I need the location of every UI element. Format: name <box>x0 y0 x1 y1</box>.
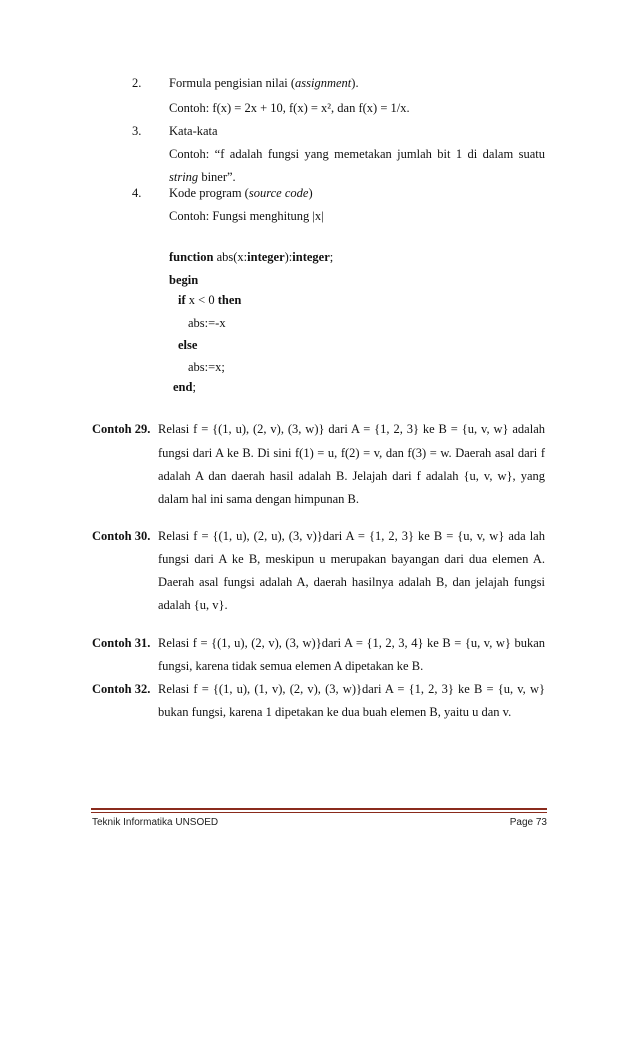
list-item-example <box>169 170 236 185</box>
code-keyword: else <box>178 338 198 352</box>
list-item-example: Contoh: Fungsi menghitung |x| <box>169 209 324 223</box>
page-number: Page 73 <box>509 817 547 828</box>
code-keyword: end <box>173 380 193 394</box>
example-label: Contoh 32. <box>92 682 151 696</box>
example-text: biner”. <box>198 170 236 184</box>
example-label: Contoh 31. <box>92 636 151 650</box>
example-line: fungsi dari A ke B. Di sini f(1) = u, f(2) = v, dan f(3) = w. Daerah asal dari f <box>158 446 545 460</box>
example-label: Contoh 29. <box>92 422 151 436</box>
example-line: fungsi dari A ke B, meskipun u merupakan bayangan dari dua elemen A. <box>158 552 545 566</box>
list-number: 4. <box>132 186 142 200</box>
code-text: abs(x: <box>213 250 248 264</box>
code-text: ): <box>284 250 293 264</box>
title-text: ) <box>308 186 313 200</box>
example-line: Relasi f = {(1, u), (2, v), (3, w)} dari A = {1, 2, 3} ke B = {u, v, w} adalah <box>158 422 545 436</box>
code-line: abs:=x; <box>188 360 225 374</box>
example-italic: string <box>169 170 199 184</box>
code-text: ; <box>329 250 334 264</box>
title-text: ). <box>351 76 359 90</box>
footer-institution: Teknik Informatika UNSOED <box>92 817 219 828</box>
code-line: abs:=-x <box>188 316 226 330</box>
example-label: Contoh 30. <box>92 529 151 543</box>
footer-rule-thin <box>91 812 547 813</box>
example-line: bukan fungsi, karena 1 dipetakan ke dua buah elemen B, yaitu u dan v. <box>158 705 512 719</box>
list-item-example: Contoh: “f adalah fungsi yang memetakan jumlah bit 1 di dalam suatu <box>169 147 545 161</box>
example-line: fungsi, karena tidak semua elemen A dipetakan ke B. <box>158 659 424 673</box>
footer-rule <box>91 808 547 810</box>
example-line: adalah {u, v}. <box>158 598 228 612</box>
code-line <box>173 380 196 395</box>
code-keyword: then <box>217 293 242 307</box>
code-line <box>178 293 241 308</box>
list-number: 3. <box>132 124 142 138</box>
title-italic: source code <box>248 186 309 200</box>
code-keyword: integer <box>247 250 285 264</box>
example-line: Daerah asal fungsi adalah A, daerah hasilnya adalah B, dan jelajah fungsi <box>158 575 545 589</box>
title-italic: assignment <box>295 76 352 90</box>
example-line: Relasi f = {(1, u), (2, v), (3, w)}dari A = {1, 2, 3, 4} ke B = {u, v, w} bukan <box>158 636 545 650</box>
code-keyword: begin <box>169 273 199 287</box>
list-item-title <box>169 76 359 91</box>
list-number: 2. <box>132 76 142 90</box>
example-line: Relasi f = {(1, u), (2, u), (3, v)}dari A = {1, 2, 3} ke B = {u, v, w} ada lah <box>158 529 545 543</box>
list-item-example: Contoh: f(x) = 2x + 10, f(x) = x², dan f(x) = 1/x. <box>169 101 410 115</box>
code-keyword: integer <box>292 250 330 264</box>
code-text: x < 0 <box>185 293 218 307</box>
example-line: dalam hal ini sama dengan himpunan B. <box>158 492 359 506</box>
example-line: Relasi f = {(1, u), (1, v), (2, v), (3, w)}dari A = {1, 2, 3} ke B = {u, v, w} <box>158 682 545 696</box>
code-keyword: if <box>178 293 186 307</box>
code-text: ; <box>192 380 196 394</box>
list-item-title <box>169 186 313 201</box>
code-line <box>169 250 333 265</box>
code-keyword: function <box>169 250 214 264</box>
example-line: adalah A dan daerah hasil adalah B. Jelajah dari f adalah {u, v, w}, yang <box>158 469 545 483</box>
title-text: Formula pengisian nilai ( <box>169 76 296 90</box>
title-text: Kode program ( <box>169 186 249 200</box>
list-item-title: Kata-kata <box>169 124 218 138</box>
